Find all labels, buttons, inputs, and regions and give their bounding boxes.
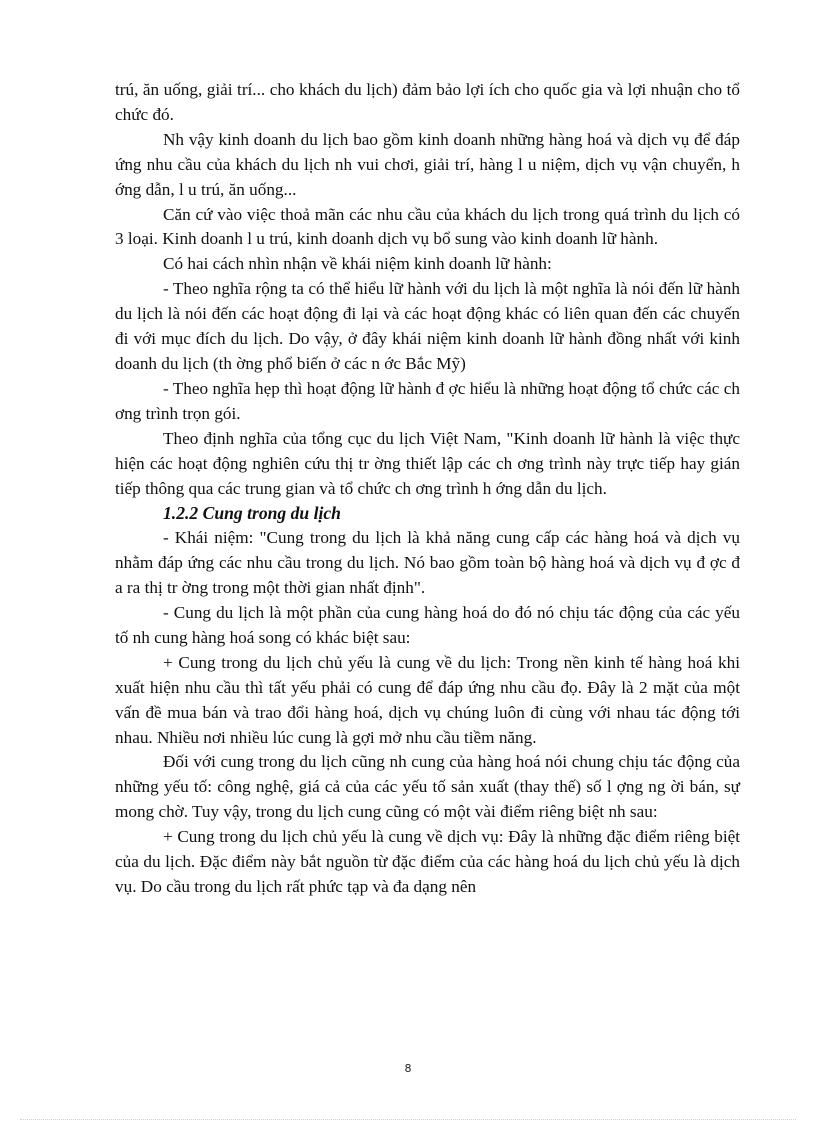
- page-bottom-divider: [20, 1119, 796, 1120]
- body-text: [115, 78, 740, 900]
- paragraph-1: trú, ăn uống, giải trí... cho khách du lịch) đảm bảo lợi ích cho quốc gia và lợi nhuận cho tổ chức đó.: [115, 80, 740, 124]
- paragraph-11: Đối với cung trong du lịch cũng nh cung của hàng hoá nói chung chịu tác động của những yếu tố: công nghệ, giá cả của các yếu tố sản xuất (thay thế) số l ợng ng ời bán, sự mong chờ. Tuy vậy, trong du lịch cung cũng có một vài điểm riêng biệt nh sau:: [115, 752, 740, 822]
- paragraph-4: Có hai cách nhìn nhận về khái niệm kinh doanh lữ hành:: [163, 254, 552, 274]
- paragraph-5: - Theo nghĩa rộng ta có thể hiểu lữ hành với du lịch là một nghĩa là nói đến lữ hành du lịch là nói đến các hoạt động đi lại và các hoạt động khác có liên quan đến các chuyến đi với mục đích du lịch. Do vậy, ở đây khái niệm kinh doanh lữ hành đồng nhất với kinh doanh du lịch (th ờng phổ biến ở các n ớc Bắc Mỹ): [115, 279, 740, 373]
- page-number: 8: [404, 1062, 412, 1075]
- paragraph-2: Nh vậy kinh doanh du lịch bao gồm kinh doanh những hàng hoá và dịch vụ để đáp ứng nhu cầu của khách du lịch nh vui chơi, giải trí, hàng l u niệm, dịch vụ vận chuyển, h ớng dẫn, l u trú, ăn uống...: [115, 129, 740, 199]
- paragraph-7: Theo định nghĩa của tổng cục du lịch Việt Nam, "Kinh doanh lữ hành là việc thực hiện các hoạt động nghiên cứu thị tr ờng thiết lập các ch ơng trình này trực tiếp hay gián tiếp thông qua các trung gian và tổ chức ch ơng trình h ớng dẫn du lịch.: [115, 428, 740, 498]
- paragraph-8: - Khái niệm: "Cung trong du lịch là khả năng cung cấp các hàng hoá và dịch vụ nhằm đáp ứng các nhu cầu trong du lịch. Nó bao gồm toàn bộ hàng hoá và dịch vụ đ ợc đ a ra thị tr ờng trong một thời gian nhất định".: [115, 528, 740, 598]
- section-heading: 1.2.2 Cung trong du lịch: [163, 503, 341, 524]
- paragraph-10: + Cung trong du lịch chủ yếu là cung về du lịch: Trong nền kinh tế hàng hoá khi xuất hiện nhu cầu thì tất yếu phải có cung để đáp ứng nhu cầu đọ. Đây là 2 mặt của một vấn đề mua bán và trao đổi hàng hoá, dịch vụ chúng luôn đi cùng với nhau tác động tới nhau. Nhiều nơi nhiều lúc cung là gợi mở nhu cầu tiềm năng.: [115, 652, 740, 747]
- paragraph-12: + Cung trong du lịch chủ yếu là cung về dịch vụ: Đây là những đặc điểm riêng biệt của du lịch. Đặc điểm này bắt nguồn từ đặc điểm của các hàng hoá du lịch chủ yếu là dịch vụ. Do cầu trong du lịch rất phức tạp và đa dạng nên: [115, 827, 740, 896]
- paragraph-9: - Cung du lịch là một phần của cung hàng hoá do đó nó chịu tác động của các yếu tố nh cung hàng hoá song có khác biệt sau:: [115, 603, 740, 647]
- paragraph-3: Căn cứ vào việc thoả mãn các nhu cầu của khách du lịch trong quá trình du lịch có 3 loại. Kinh doanh l u trú, kinh doanh dịch vụ bổ sung vào kinh doanh lữ hành.: [115, 204, 740, 249]
- paragraph-6: - Theo nghĩa hẹp thì hoạt động lữ hành đ ợc hiểu là những hoạt động tổ chức các ch ơng trình trọn gói.: [115, 378, 740, 423]
